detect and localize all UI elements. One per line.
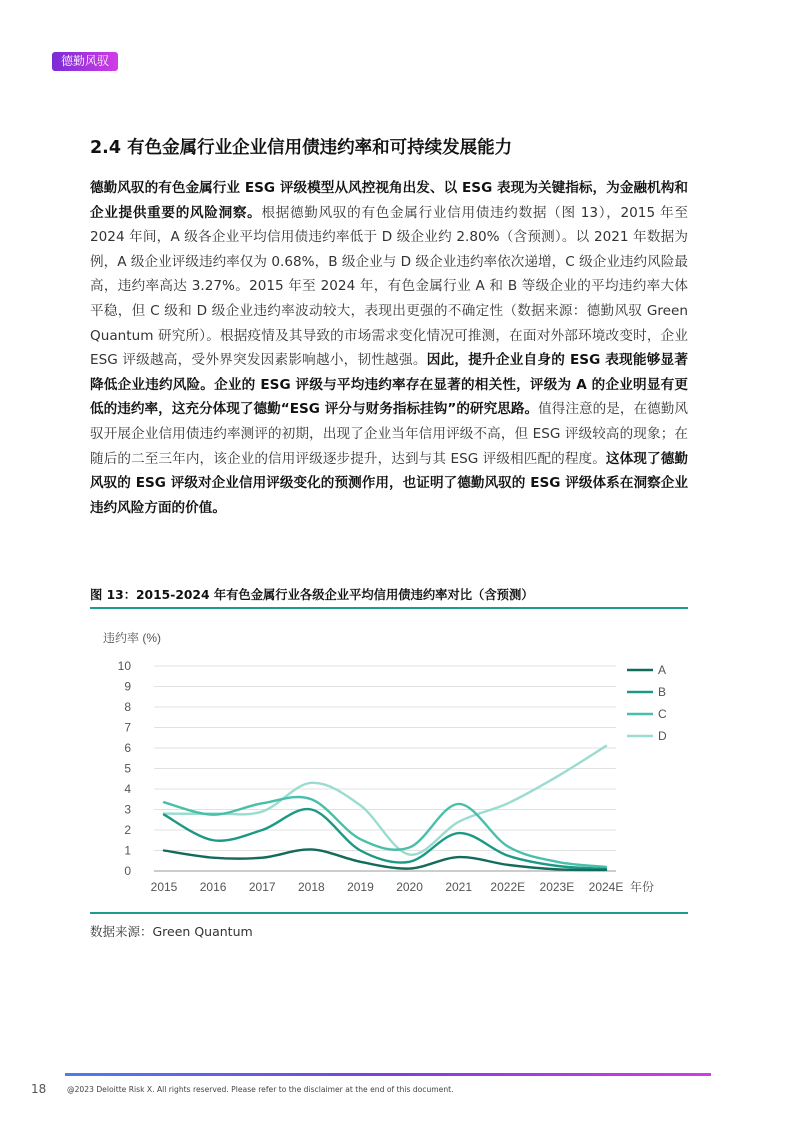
body-paragraph: [90, 176, 688, 520]
x-tick-label: 2019: [347, 880, 374, 894]
x-tick-label: 2020: [396, 880, 423, 894]
y-tick-label: 0: [124, 864, 131, 878]
paragraph-run-2: 根据德勤风驭的有色金属行业信用债违约数据（图 13），2015 年至 2024 年间，A 级各企业平均信用债违约率低于 D 级企业约 2.80%（含预测）。以 2021 年数据为例，A 级企业评级违约率仅为 0.68%，B 级企业与 D 级企业违约率依次递增，C 级企业违约风险最高，违约率高达 3.27%。2015 年至 2024 年，有色金属行业 A 和 B 等级企业的平均违约率大体平稳，但 C 级和 D 级企业违约率波动较大，表现出更强的不确定性（数据来源：德勤风驭 Green Quantum 研究所）。根据疫情及其导致的市场需求变化情况可推测，在面对外部环境改变时，企业 ESG 评级越高，受外界突发因素影响越小，韧性越强。: [90, 204, 688, 369]
y-tick-label: 1: [124, 843, 131, 858]
x-tick-label: 2023E: [539, 880, 575, 894]
x-tick-label: 2016: [199, 880, 227, 894]
series-line-b: [164, 809, 606, 869]
y-tick-label: 6: [124, 741, 131, 755]
legend-label-a: A: [658, 663, 667, 677]
copyright-notice: @2023 Deloitte Risk X. All rights reserved. Please refer to the disclaimer at the end of this document.: [67, 1085, 454, 1094]
y-axis-label: 违约率 (%): [103, 631, 161, 645]
x-tick-label: 2015: [150, 880, 178, 894]
series-line-d: [164, 746, 606, 855]
y-tick-label: 7: [124, 720, 131, 735]
y-tick-label: 2: [124, 823, 131, 837]
y-tick-label: 9: [124, 679, 131, 694]
legend-label-d: D: [658, 729, 667, 743]
x-axis-label: 年份: [630, 880, 655, 894]
x-tick-label: 2022E: [490, 880, 526, 894]
y-tick-label: 3: [124, 802, 131, 817]
legend-label-c: C: [658, 707, 667, 721]
y-tick-label: 8: [124, 700, 131, 714]
paragraph-run-1: 德勤风驭的有色金属行业 ESG 评级模型从风控视角出发、以 ESG 表现为关键指标，为金融机构和企业提供重要的风险洞察。: [90, 180, 688, 221]
x-tick-label: 2021: [445, 880, 473, 894]
y-tick-label: 10: [117, 659, 131, 673]
page-number: 18: [31, 1082, 47, 1096]
brand-badge: 德勤风驭: [52, 52, 118, 71]
section-title: 2.4 有色金属行业企业信用债违约率和可持续发展能力: [90, 138, 513, 158]
y-tick-label: 5: [124, 761, 131, 776]
figure-title: 图 13：2015-2024 年有色金属行业各级企业平均信用债违约率对比（含预测）: [90, 588, 534, 602]
figure-bottom-rule: [90, 912, 688, 914]
footer-gradient-bar: [65, 1073, 711, 1076]
x-tick-label: 2018: [297, 880, 325, 894]
figure-source: 数据来源：Green Quantum: [90, 924, 253, 939]
legend-label-b: B: [658, 685, 667, 699]
paragraph-run-3: 因此，提升企业自身的 ESG 表现能够显著降低企业违约风险。企业的 ESG 评级与平均违约率存在显著的相关性，评级为 A 的企业明显有更低的违约率，这充分体现了德勤“ESG 评分与财务指标挂钩”的研究思路。: [90, 352, 688, 418]
y-tick-label: 4: [124, 782, 131, 796]
line-chart: [90, 618, 688, 910]
paragraph-run-5: 这体现了德勤风驭的 ESG 评级对企业信用评级变化的预测作用，也证明了德勤风驭的 ESG 评级体系在洞察企业违约风险方面的价值。: [90, 450, 688, 516]
paragraph-run-4: 值得注意的是，在德勤风驭开展企业信用债违约率测评的初期，出现了企业当年信用评级不高，但 ESG 评级较高的现象；在随后的二至三年内，该企业的信用评级逐步提升，达到与其 ESG 评级相匹配的程度。: [90, 401, 688, 467]
figure-top-rule: [90, 607, 688, 609]
x-tick-label: 2017: [248, 880, 276, 894]
x-tick-label: 2024E: [588, 880, 624, 894]
